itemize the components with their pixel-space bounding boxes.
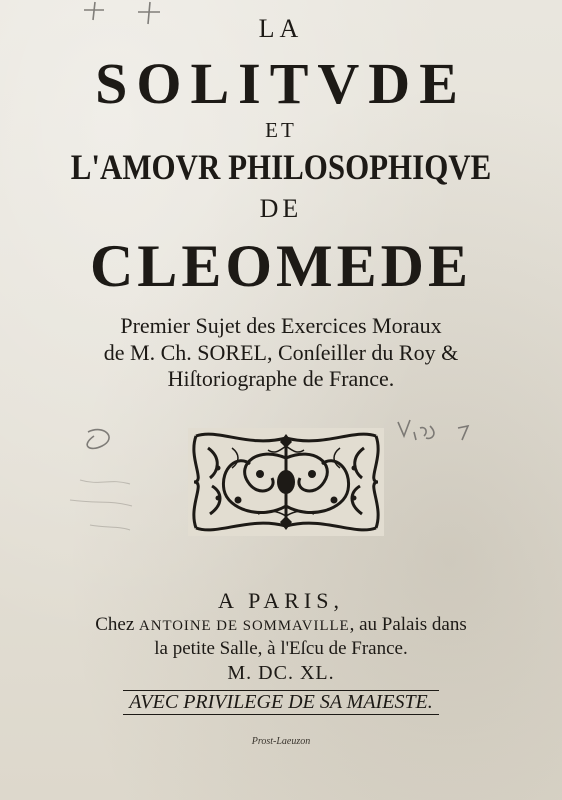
title-line-de: DE <box>259 194 303 223</box>
subtitle-line-3: Hiſtoriographe de France. <box>167 366 395 391</box>
publisher-suffix: , au Palais dans <box>349 614 467 635</box>
imprint-address: la petite Salle, à l'Eſcu de France. <box>154 638 408 659</box>
title-line-solitude: SOLITVDE <box>95 51 467 116</box>
subtitle-line-1: Premier Sujet des Exercices Moraux <box>120 313 442 338</box>
publisher-name: ANTOINE DE SOMMAVILLE <box>139 618 350 634</box>
privilege-line <box>0 690 562 715</box>
title-line-et: ET <box>265 118 297 142</box>
title-line-la: LA <box>258 14 304 43</box>
subtitle-line-2: de M. Ch. SOREL, Conſeiller du Roy & <box>103 340 459 365</box>
title-line-amour: L'AMOVR PHILOSOPHIQVE <box>70 147 492 187</box>
privilege-text: AVEC PRIVILEGE DE SA MAIESTE. <box>123 690 439 715</box>
imprint-year: M. DC. XL. <box>227 662 335 684</box>
woodcut-ornament-icon <box>188 428 384 536</box>
title-line-cleomede: CLEOMEDE <box>89 233 473 299</box>
imprint-place: A PARIS, <box>217 588 344 613</box>
imprint-publisher <box>0 614 562 636</box>
ownership-stamp: Prost-Laeuzon <box>251 736 311 747</box>
publisher-prefix: Chez <box>95 614 135 635</box>
